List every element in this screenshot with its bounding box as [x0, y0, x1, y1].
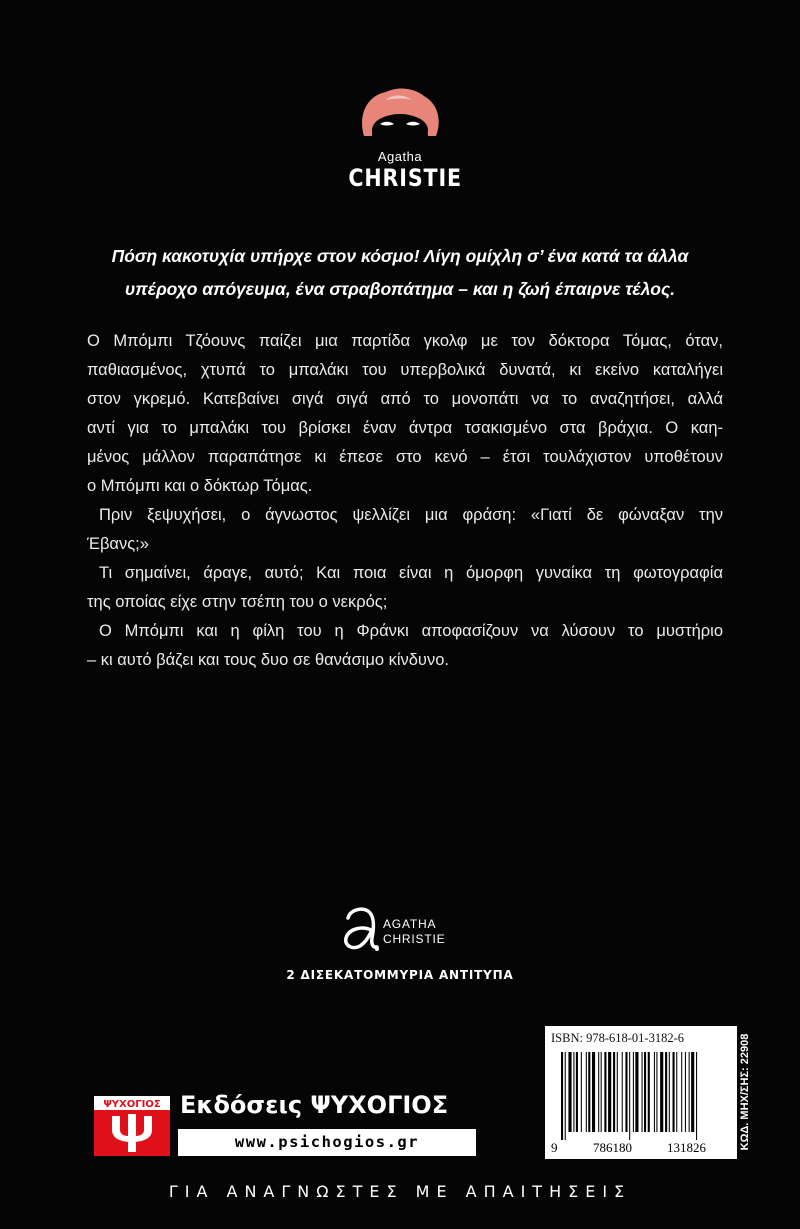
- barcode-bar: [604, 1052, 606, 1132]
- publisher-name: Εκδόσεις ΨΥΧΟΓΙΟΣ: [180, 1091, 449, 1119]
- psi-logo-icon: [94, 1096, 170, 1156]
- blurb-line: Πριν ξεψυχήσει, ο άγνωστος ψελλίζει μια φράση: «Γιατί δε φώναξαν την: [99, 506, 723, 524]
- blurb-line: Ο Μπόμπι Τζόουνς παίζει μια παρτίδα γκολφ με τον δόκτορα Τόμας, όταν,: [87, 332, 723, 350]
- tagline-line: υπέροχο απόγευμα, ένα στραβοπάτημα – και η ζωή έπαιρνε τέλος.: [124, 279, 676, 299]
- blurb-line: της οποίας είχε στην τσέπη του ο νεκρός;: [87, 593, 388, 611]
- barcode-bar: [576, 1052, 578, 1132]
- barcode-bar: [608, 1052, 611, 1132]
- publisher-website: www.psichogios.gr: [178, 1129, 476, 1156]
- barcode-bar: [622, 1052, 623, 1132]
- copies-sold-text: 2 ΔΙΣΕΚΑΤΟΜΜΥΡΙΑ ΑΝΤΙΤΥΠΑ: [286, 968, 514, 982]
- barcode-bar: [660, 1052, 663, 1132]
- barcode-bar: [681, 1052, 682, 1132]
- barcode-bar: [642, 1052, 643, 1132]
- barcode-bar: [696, 1052, 697, 1140]
- agatha-christie-logo: [340, 86, 463, 211]
- barcode-bar: [633, 1052, 634, 1132]
- agatha-christie-emblem: [341, 906, 471, 956]
- barcode-bar: [676, 1052, 677, 1132]
- barcode-bar: [586, 1052, 587, 1132]
- isbn-barcode: [545, 1026, 737, 1159]
- barcode-bar: [598, 1052, 599, 1132]
- publisher-slogan: ΓΙΑ ΑΝΑΓΝΩΣΤΕΣ ΜΕ ΑΠΑΙΤΗΣΕΙΣ: [168, 1182, 632, 1201]
- logo-agatha-text: Agatha: [377, 149, 423, 164]
- barcode-bar: [665, 1052, 667, 1132]
- barcode-digits-left: 786180: [593, 1140, 632, 1155]
- barcode-bar: [613, 1052, 615, 1132]
- barcode-bar: [654, 1052, 655, 1132]
- barcode-bar: [648, 1052, 650, 1132]
- christie-silhouette-icon: [356, 86, 444, 148]
- barcode-bar: [656, 1052, 657, 1132]
- product-code-text: ΚΩΔ. ΜΗΧ/ΣΗΣ: 22908: [739, 1033, 751, 1151]
- publisher-logo: [94, 1096, 170, 1156]
- barcode-bar: [691, 1052, 694, 1132]
- isbn-text: ISBN: 978-618-01-3182-6: [551, 1031, 684, 1045]
- blurb-line: Τι σημαίνει, άραγε, αυτό; Και ποια είναι η όμορφη γυναίκα τη φωτογραφία: [99, 564, 723, 582]
- barcode-bar: [568, 1052, 571, 1132]
- barcode-bar: [689, 1052, 690, 1132]
- blurb-line: ο Μπόμπι και ο δόκτωρ Τόμας.: [87, 477, 313, 495]
- barcode-bar: [581, 1052, 582, 1132]
- logo-christie-text: CHRISTIE: [348, 164, 463, 192]
- barcode-bar: [629, 1052, 630, 1140]
- emblem-agatha-text: AGATHA: [383, 917, 437, 931]
- blurb-line: – κι αυτό βάζει και τους δυο σε θανάσιμο κίνδυνο.: [87, 651, 449, 669]
- barcode-bar: [644, 1052, 646, 1132]
- barcode-bar: [601, 1052, 602, 1132]
- blurb-text: [87, 327, 723, 675]
- barcode-bar: [685, 1052, 686, 1132]
- blurb-line: στον γκρεμό. Κατεβαίνει σιγά σιγά από το μονοπάτι να το αναζητήσει, αλλά: [87, 390, 723, 408]
- barcode-bar: [673, 1052, 675, 1132]
- barcode-bar: [573, 1052, 574, 1132]
- blurb-line: αντί για το μπαλάκι του βρίσκει έναν άντρα τσακισμένο στα βράχια. Ο καη-: [87, 419, 723, 437]
- publisher-logo-text: ΨΥΧΟΓΙΟΣ: [103, 1099, 161, 1110]
- blurb-line: Ο Μπόμπι και η φίλη του η Φράνκι αποφασίζουν να λύσουν το μυστήριο: [99, 622, 723, 640]
- tagline: [70, 240, 730, 306]
- barcode-bar: [625, 1052, 627, 1132]
- blurb-line: Έβανς;»: [87, 535, 149, 553]
- barcode-bars-icon: [545, 1048, 737, 1159]
- barcode-digits-right: 131826: [667, 1140, 706, 1155]
- barcode-bar: [617, 1052, 618, 1132]
- tagline-line: Πόση κακοτυχία υπήρχε στον κόσμο! Λίγη ομίχλη σ’ ένα κατά τα άλλα: [111, 246, 689, 266]
- barcode-digit-lead: 9: [551, 1140, 558, 1155]
- barcode-bar: [669, 1052, 670, 1132]
- blurb-line: παθιασμένος, χτυπά το μπαλάκι του υπερβολικά δυνατά, κι εκείνο καταλήγει: [87, 361, 723, 379]
- barcode-bar: [592, 1052, 595, 1132]
- barcode-bar: [588, 1052, 590, 1132]
- barcode-bar: [635, 1052, 638, 1132]
- barcode-bar: [561, 1052, 563, 1140]
- blurb-line: μένος μάλλον παραπάτησε κι έπεσε στο κενό – έτσι τουλάχιστον υποθέτουν: [87, 448, 723, 466]
- barcode-bar: [565, 1052, 566, 1140]
- emblem-christie-text: CHRISTIE: [383, 932, 446, 946]
- agatha-a-glyph-icon: [341, 906, 381, 952]
